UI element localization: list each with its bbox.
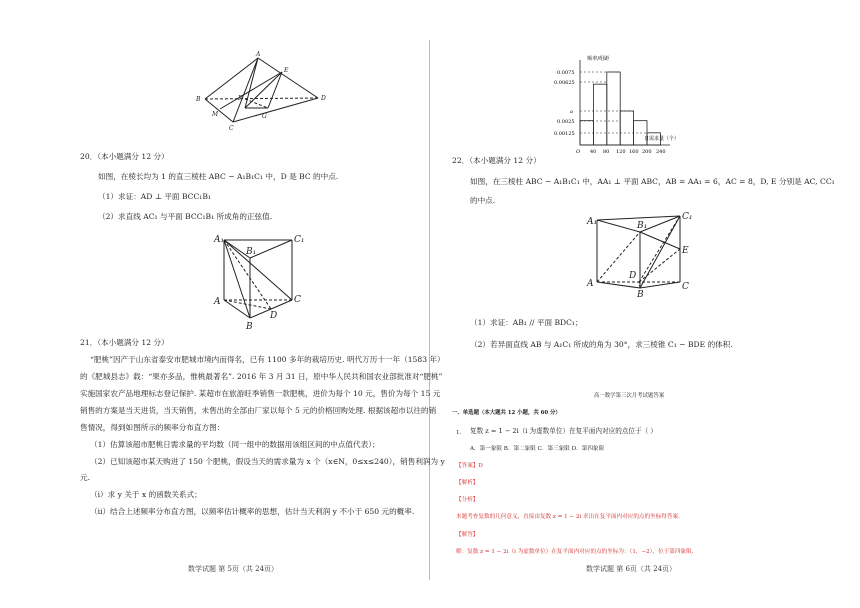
hist-bar-2 xyxy=(607,72,620,145)
answer-q1-num: 1. xyxy=(456,430,462,436)
q22-label-d: D xyxy=(629,271,637,281)
hist-xtick-3: 160 xyxy=(629,149,639,155)
hist-ylabel: 频率/组距 xyxy=(587,56,610,62)
q20-label-c1: C₁ xyxy=(294,235,305,245)
q22-label-e: E xyxy=(682,246,689,256)
answer-xiangjie: 【解答】 xyxy=(456,532,479,538)
answer-fenxi-text: 本题考查复数的几何意义，直接由复数 z = 1 − 2i 求出在复平面内对应的点的坐标得答案. xyxy=(456,514,680,520)
q22-label-c1: C₁ xyxy=(682,212,693,222)
q20-part1: （1）求证：AD ⊥ 平面 BCC₁B₁ xyxy=(98,192,211,201)
prism-figure-q22 xyxy=(585,210,695,300)
hist-ytick-3: 0.0025 xyxy=(557,119,575,125)
right-footer: 数学试题 第 6页（共 24页） xyxy=(586,565,677,573)
hist-ytick-0: 0.0075 xyxy=(557,70,575,76)
hist-xtick-1: 80 xyxy=(603,149,610,155)
hist-bar-1 xyxy=(593,84,606,145)
prism-figure-q20 xyxy=(212,232,312,332)
q21-part2-unit: 元. xyxy=(80,473,91,482)
answer-key: 【答案】D xyxy=(456,463,483,469)
q20-label-b: B xyxy=(246,322,253,332)
q21-sub-ii: （ⅱ）结合上述频率分布直方图，以频率估计概率的思想，估计当天利润 y 不小于 650 元的概率. xyxy=(90,507,415,516)
pyr-label-f: F xyxy=(238,95,243,102)
answer-section: 一、单选题（本大题共 12 小题，共 60 分） xyxy=(452,410,561,416)
answer-fenxi: 【分析】 xyxy=(456,497,479,503)
answer-options: A．第一象限 B．第二象限 C．第三象限 D．第四象限 xyxy=(470,446,605,452)
q22-label-b1: B₁ xyxy=(637,221,648,231)
q22-title: 22．（本小题满分 12 分） xyxy=(452,156,541,165)
pyr-label-g: G xyxy=(262,113,267,120)
answer-header: 高一数学第三次月考试题答案 xyxy=(594,393,665,399)
answer-q1-text: 复数 z = 1 − 2i（i 为虚数单位）在复平面内对应的点位于（ ） xyxy=(470,427,657,435)
hist-xtick-5: 240 xyxy=(656,149,666,155)
q21-sub-i: （ⅰ）求 y 关于 x 的函数关系式； xyxy=(90,490,202,499)
q21-line1: “肥桃”因产于山东省泰安市肥城市境内而得名，已有 1100 多年的栽培历史. 明代万历十一年（1583 年） xyxy=(90,355,445,364)
hist-xtick-2: 120 xyxy=(616,149,626,155)
hist-ytick-4: 0.00125 xyxy=(554,131,575,137)
left-footer: 数学试题 第 5页（共 24页） xyxy=(188,565,279,573)
answer-jiexi: 【解析】 xyxy=(456,480,479,486)
pyr-label-b: B xyxy=(196,96,201,103)
q20-part2: （2）求直线 AC₁ 与平面 BCC₁B₁ 所成角的正弦值. xyxy=(98,212,273,221)
q20-title: 20．（本小题满分 12 分） xyxy=(80,152,169,161)
q22-label-a: A xyxy=(587,279,594,289)
q22-label-a1: A₁ xyxy=(587,217,598,227)
q20-label-a1: A₁ xyxy=(214,235,225,245)
hist-bar-0 xyxy=(580,121,593,145)
hist-ytick-2: a xyxy=(570,109,573,115)
q22-part2: （2）若异面直线 AB 与 A₁C₁ 所成的角为 30°，求三棱锥 C₁ − BDE 的体积. xyxy=(470,340,733,349)
q20-label-d: D xyxy=(270,311,278,321)
hist-ytick-1: 0.00625 xyxy=(554,80,575,86)
hist-origin: O xyxy=(576,149,581,155)
hist-xtick-4: 200 xyxy=(642,149,652,155)
q22-stem2: 的中点. xyxy=(470,196,496,205)
hist-xtick-0: 40 xyxy=(590,149,597,155)
q20-label-c: C xyxy=(294,295,301,305)
q22-part1: （1）求证：AB₁ // 平面 BDC₁； xyxy=(470,318,583,327)
q21-part1: （1）估算该超市肥桃日需求量的平均数（同一组中的数据用该组区间的中点值代表）； xyxy=(90,440,380,449)
pyr-label-e: E xyxy=(284,67,289,74)
q21-line3: 实施国家农产品地理标志登记保护. 某超市在旅游旺季销售一款肥桃，进价为每个 10 元，售价为每个 15 元 xyxy=(80,389,441,398)
q20-label-a: A xyxy=(214,297,221,307)
hist-bar-3 xyxy=(620,111,633,145)
q22-label-b: B xyxy=(637,290,644,300)
pyr-label-m: M xyxy=(212,111,219,118)
pyr-label-a: A xyxy=(256,51,261,58)
q22-stem1: 如图，在三棱柱 ABC − A₁B₁C₁ 中，AA₁ ⊥ 平面 ABC，AB = AA₁ = 6，AC = 8，D, E 分别是 AC, CC₁ xyxy=(470,177,835,186)
q21-part2: （2）已知该超市某天购进了 150 个肥桃，假设当天的需求量为 x 个（x∈N，0≤x≤240），销售利润为 y xyxy=(90,457,445,466)
pyr-label-c: C xyxy=(229,125,234,132)
q20-label-b1: B₁ xyxy=(246,247,257,257)
right-page xyxy=(430,0,860,608)
pyramid-figure xyxy=(190,50,340,130)
q21-title: 21．（本小题满分 12 分） xyxy=(80,338,169,347)
q22-label-c: C xyxy=(682,282,689,292)
pyr-label-d: D xyxy=(321,95,326,102)
histogram-chart xyxy=(430,0,860,160)
q21-line4: 销售的方案是当天进货，当天销售，未售出的全部由厂家以每个 5 元的价格回购处理. 根据该超市以往的销 xyxy=(80,406,437,415)
answer-jie-text: 解：复数 z = 1 − 2i（i 为虚数单位）在复平面内对应的点的坐标为：（1，−2），位于第四象限. xyxy=(456,549,694,555)
hist-xlabel: 日需求量（个） xyxy=(644,136,680,142)
q21-line2: 的《肥城县志》载：“果亦多品，惟桃最著名”. 2016 年 3 月 31 日，原中华人民共和国农业部批准对“肥桃” xyxy=(80,372,443,381)
q20-stem: 如图，在棱长均为 1 的直三棱柱 ABC − A₁B₁C₁ 中，D 是 BC 的中点. xyxy=(98,172,339,181)
q21-line5: 售情况，得到如图所示的频率分布直方图： xyxy=(80,423,225,432)
